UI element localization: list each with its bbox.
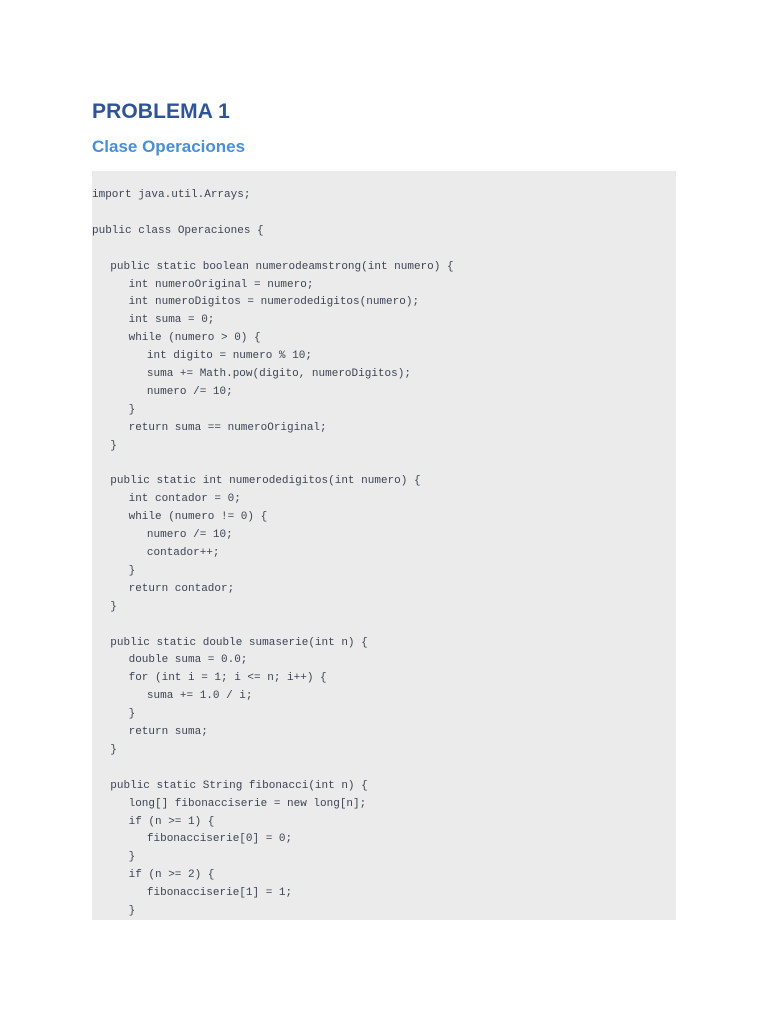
page-title: PROBLEMA 1	[92, 100, 230, 123]
code-line: }	[128, 403, 136, 416]
code-line: if (n >= 1) {	[128, 815, 215, 828]
code-line: }	[110, 743, 117, 756]
code-line: }	[128, 905, 136, 917]
code-line: suma += Math.pow(digito, numeroDigitos);	[146, 368, 411, 380]
code-line: int numeroDigitos = numerodedigitos(numero);	[128, 296, 420, 309]
code-line: }	[128, 564, 136, 577]
code-block	[92, 171, 676, 920]
section-subtitle: Clase Operaciones	[92, 137, 246, 156]
code-line: fibonacciserie[1] = 1;	[146, 887, 293, 900]
code-line: double suma = 0.0;	[128, 654, 248, 667]
code-line: while (numero != 0) {	[128, 511, 268, 524]
code-line: public static double sumaserie(int n) {	[110, 636, 368, 649]
code-line: return contador;	[128, 582, 235, 595]
code-line: import java.util.Arrays;	[92, 189, 251, 201]
code-line: public static boolean numerodeamstrong(int numero) {	[110, 260, 454, 273]
code-line: contador++;	[146, 547, 220, 559]
code-line: return suma;	[128, 726, 208, 738]
code-line: if (n >= 2) {	[128, 869, 215, 882]
code-line: fibonacciserie[0] = 0;	[146, 833, 293, 846]
code-line: public static int numerodedigitos(int numero) {	[110, 475, 421, 488]
code-line: for (int i = 1; i <= n; i++) {	[128, 672, 327, 685]
code-line: public class Operaciones {	[92, 224, 264, 237]
code-line: suma += 1.0 / i;	[146, 690, 253, 703]
code-line: numero /= 10;	[146, 529, 233, 542]
code-line: return suma == numeroOriginal;	[128, 421, 327, 434]
code-line: int numeroOriginal = numero;	[128, 278, 314, 291]
code-line: }	[110, 600, 117, 613]
code-line: long[] fibonacciserie = new long[n];	[128, 797, 367, 810]
code-line: numero /= 10;	[146, 385, 233, 398]
code-line: int digito = numero % 10;	[146, 350, 312, 363]
code-line: public static String fibonacci(int n) {	[110, 779, 368, 792]
code-line: while (numero > 0) {	[128, 332, 261, 345]
code-line: }	[128, 851, 136, 864]
code-line: int contador = 0;	[128, 493, 241, 506]
code-line: }	[110, 439, 117, 452]
code-line: int suma = 0;	[128, 314, 215, 327]
code-line: }	[128, 708, 136, 721]
